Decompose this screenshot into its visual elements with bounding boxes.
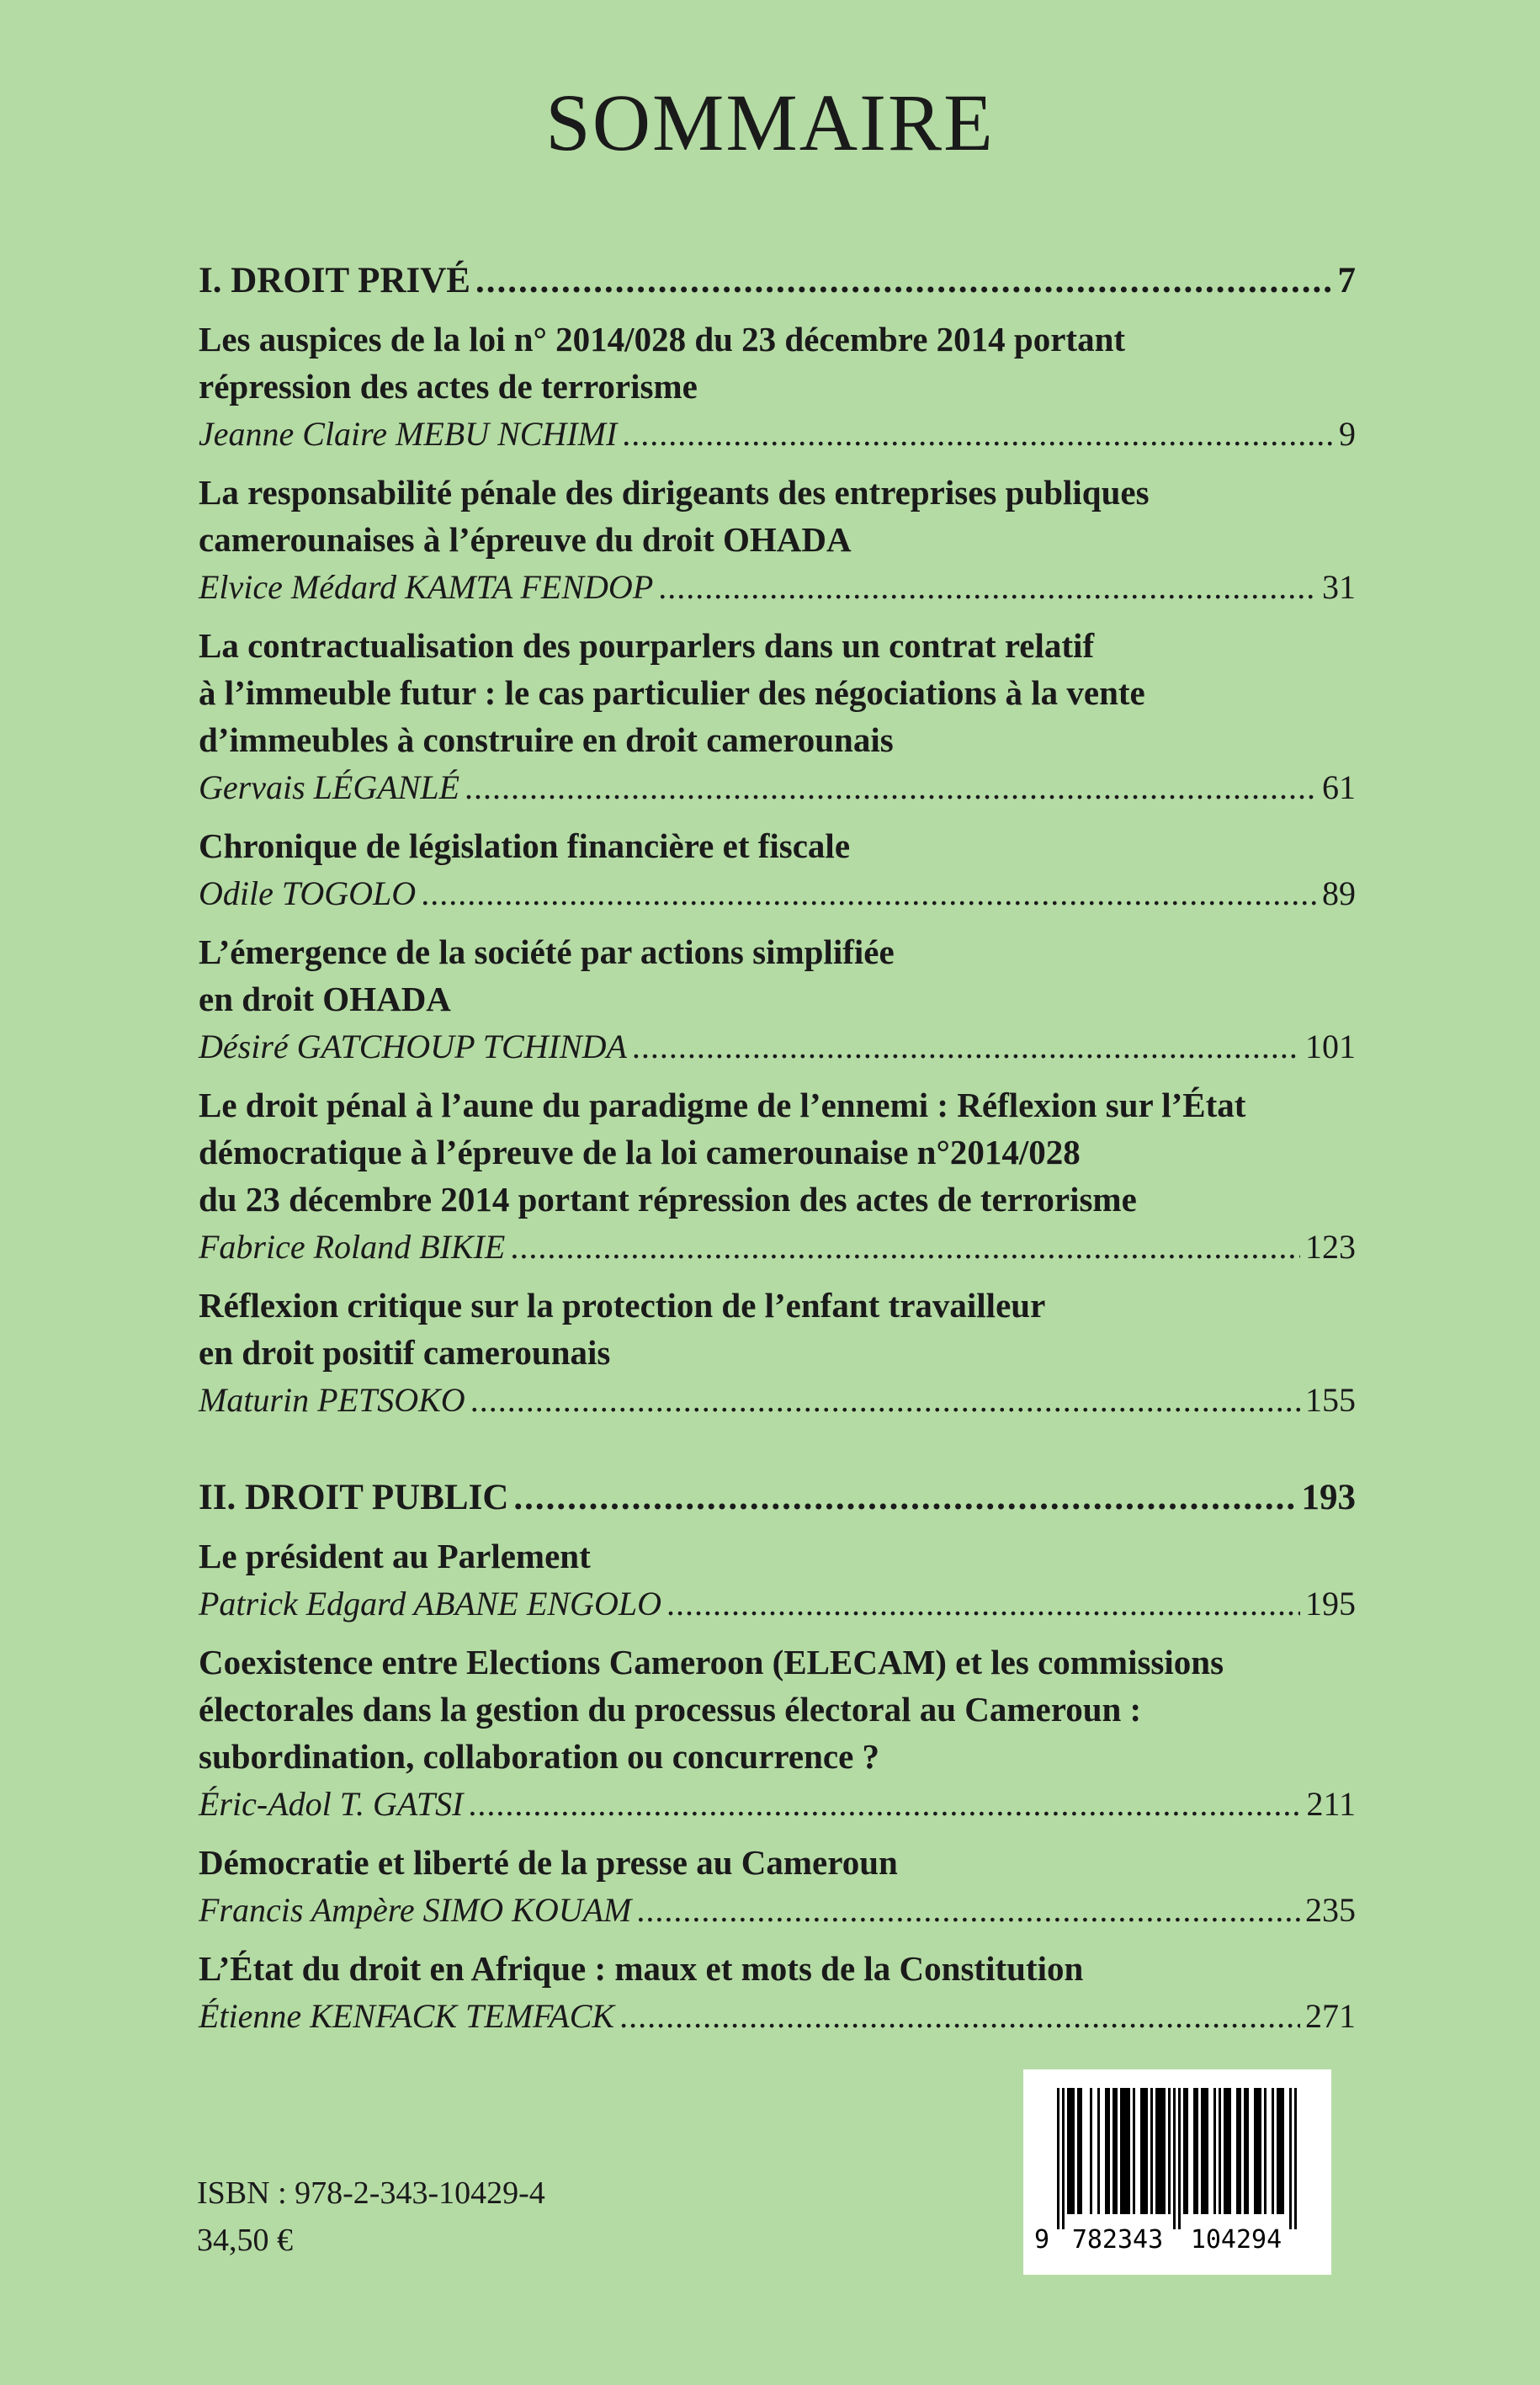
toc-entry: [199, 1639, 1356, 1829]
dot-leader: [622, 410, 1334, 459]
dot-leader: [475, 257, 1333, 305]
section-page-number: 7: [1337, 261, 1356, 300]
barcode-bar: [1229, 2088, 1231, 2214]
dot-leader: [658, 563, 1317, 612]
article-author: Patrick Edgard ABANE ENGOLO: [199, 1585, 661, 1623]
article-author-line: [199, 1023, 1356, 1071]
barcode-bar: [1289, 2088, 1292, 2229]
barcode-bar: [1178, 2088, 1181, 2229]
dot-leader: [510, 1223, 1300, 1272]
article-title: [199, 822, 1356, 869]
barcode-bar: [1107, 2088, 1110, 2214]
article-page-number: 195: [1305, 1585, 1356, 1623]
article-title-line: Réflexion critique sur la protection de l’enfant travailleur: [199, 1286, 1046, 1325]
barcode-bar: [1206, 2088, 1208, 2214]
barcode-bar: [1239, 2088, 1241, 2214]
article-title: [199, 1081, 1356, 1223]
barcode-bar: [1080, 2088, 1082, 2214]
toc-entry: [199, 622, 1356, 812]
barcode-bar: [1125, 2088, 1128, 2214]
barcode: [1023, 2069, 1331, 2275]
article-title: [199, 622, 1356, 763]
barcode-bar: [1173, 2088, 1176, 2229]
barcode-bar: [1140, 2088, 1143, 2214]
table-of-contents: [199, 257, 1356, 2041]
article-page-number: 155: [1305, 1381, 1356, 1419]
article-page-number: 271: [1305, 1997, 1356, 2035]
dot-leader: [465, 763, 1317, 812]
dot-leader: [636, 1886, 1300, 1935]
article-title-line: La contractualisation des pourparlers dans un contrat relatif: [199, 626, 1095, 665]
article-author: Fabrice Roland BIKIE: [199, 1228, 506, 1266]
article-author-line: [199, 410, 1356, 459]
barcode-bar: [1097, 2088, 1100, 2214]
article-page-number: 9: [1339, 415, 1356, 453]
article-title-line: Démocratie et liberté de la presse au Cameroun: [199, 1843, 898, 1882]
article-page-number: 61: [1322, 768, 1356, 806]
toc-entry: [199, 1081, 1356, 1272]
toc-entry: [199, 928, 1356, 1071]
article-title-line: Coexistence entre Elections Cameroon (ELECAM) et les commissions: [199, 1643, 1224, 1681]
barcode-bar: [1133, 2088, 1135, 2214]
barcode-bar: [1183, 2088, 1186, 2214]
dot-leader: [632, 1023, 1300, 1071]
page-title: SOMMAIRE: [545, 77, 995, 167]
article-author: Elvice Médard KAMTA FENDOP: [199, 568, 654, 606]
barcode-bar: [1150, 2088, 1153, 2214]
article-author-line: [199, 1223, 1356, 1272]
barcode-bar: [1236, 2088, 1239, 2214]
barcode-bar: [1143, 2088, 1145, 2214]
barcode-bar: [1259, 2088, 1261, 2214]
barcode-bar: [1213, 2088, 1216, 2214]
barcode-bar: [1145, 2088, 1148, 2214]
article-author: Étienne KENFACK TEMFACK: [199, 1997, 615, 2035]
article-page-number: 235: [1305, 1891, 1356, 1929]
isbn-text: ISBN : 978-2-343-10429-4: [197, 2175, 545, 2211]
article-author-line: [199, 563, 1356, 612]
barcode-bar: [1193, 2088, 1196, 2214]
barcode-bar: [1256, 2088, 1259, 2214]
article-title-line: Chronique de législation financière et fiscale: [199, 826, 851, 865]
article-title-line: La responsabilité pénale des dirigeants des entreprises publiques: [199, 473, 1150, 512]
article-author-line: [199, 1780, 1356, 1829]
article-title-line: démocratique à l’épreuve de la loi camerounaise n°2014/028: [199, 1133, 1081, 1171]
article-title-line: en droit OHADA: [199, 980, 451, 1018]
article-page-number: 123: [1305, 1228, 1356, 1266]
section-gap: [199, 1425, 1356, 1474]
toc-entry: [199, 1532, 1356, 1628]
barcode-bar: [1282, 2088, 1284, 2214]
article-title: [199, 316, 1356, 410]
article-page-number: 101: [1305, 1028, 1356, 1065]
section-heading: [199, 257, 1356, 305]
dot-leader: [470, 1376, 1300, 1425]
article-title-line: en droit positif camerounais: [199, 1333, 611, 1372]
section-page-number: 193: [1301, 1478, 1356, 1517]
article-title-line: répression des actes de terrorisme: [199, 367, 698, 406]
article-author-line: [199, 763, 1356, 812]
section-heading: [199, 1474, 1356, 1522]
barcode-bar: [1120, 2088, 1123, 2214]
barcode-bar: [1224, 2088, 1226, 2214]
barcode-bar: [1090, 2088, 1092, 2214]
toc-entry: [199, 1839, 1356, 1935]
article-title-line: électorales dans la gestion du processus électoral au Cameroun :: [199, 1690, 1142, 1729]
article-title-line: d’immeubles à construire en droit camerounais: [199, 720, 894, 759]
barcode-bar: [1163, 2088, 1166, 2214]
article-author: Gervais LÉGANLÉ: [199, 768, 459, 806]
barcode-bar: [1168, 2088, 1171, 2214]
article-title-line: camerounaises à l’épreuve du droit OHADA: [199, 520, 852, 559]
toc-entry: [199, 1945, 1356, 2041]
dot-leader: [468, 1780, 1301, 1829]
barcode-bar: [1226, 2088, 1229, 2214]
article-title: [199, 469, 1356, 563]
barcode-digits: 104294: [1190, 2225, 1282, 2255]
barcode-bar: [1244, 2088, 1246, 2214]
barcode-digits: 782343: [1071, 2225, 1164, 2255]
dot-leader: [513, 1474, 1296, 1522]
barcode-digits: 9: [1033, 2225, 1050, 2255]
article-title: [199, 928, 1356, 1023]
barcode-bar: [1062, 2088, 1065, 2229]
article-author-line: [199, 1580, 1356, 1628]
article-title-line: à l’immeuble futur : le cas particulier des négociations à la vente: [199, 673, 1145, 712]
barcode-bar: [1158, 2088, 1160, 2214]
dot-leader: [619, 1992, 1300, 2041]
article-title: [199, 1532, 1356, 1580]
article-title: [199, 1945, 1356, 1992]
barcode-bar: [1077, 2088, 1080, 2214]
article-title: [199, 1639, 1356, 1780]
article-author: Maturin PETSOKO: [199, 1381, 465, 1419]
article-title-line: subordination, collaboration ou concurrence ?: [199, 1737, 880, 1776]
barcode-bar: [1196, 2088, 1198, 2214]
article-author: Désiré GATCHOUP TCHINDA: [199, 1028, 627, 1065]
price-text: 34,50 €: [197, 2223, 293, 2258]
barcode-bar: [1201, 2088, 1203, 2214]
dot-leader: [421, 869, 1317, 918]
barcode-bar: [1246, 2088, 1249, 2214]
article-title-line: Le président au Parlement: [199, 1537, 591, 1575]
article-author: Odile TOGOLO: [199, 874, 417, 912]
article-title-line: Le droit pénal à l’aune du paradigme de l’ennemi : Réflexion sur l’État: [199, 1086, 1246, 1124]
article-title-line: Les auspices de la loi n° 2014/028 du 23 décembre 2014 portant: [199, 320, 1126, 359]
barcode-bar: [1155, 2088, 1158, 2214]
article-author: Francis Ampère SIMO KOUAM: [199, 1891, 632, 1929]
barcode-bar: [1070, 2088, 1072, 2214]
barcode-bar: [1113, 2088, 1115, 2214]
barcode-bar: [1294, 2088, 1297, 2229]
section-label: I. DROIT PRIVÉ: [199, 261, 470, 300]
barcode-graphic: [1023, 2069, 1331, 2275]
barcode-bar: [1203, 2088, 1206, 2214]
article-author: Éric-Adol T. GATSI: [199, 1785, 464, 1823]
section-label: II. DROIT PUBLIC: [199, 1478, 509, 1517]
toc-entry: [199, 469, 1356, 612]
article-title-line: du 23 décembre 2014 portant répression des actes de terrorisme: [199, 1180, 1137, 1219]
barcode-bar: [1123, 2088, 1125, 2214]
article-author-line: [199, 869, 1356, 918]
article-page-number: 31: [1322, 568, 1356, 606]
article-author-line: [199, 1376, 1356, 1425]
barcode-bar: [1160, 2088, 1163, 2214]
article-author: Jeanne Claire MEBU NCHIMI: [199, 415, 618, 453]
barcode-bar: [1264, 2088, 1267, 2214]
article-page-number: 211: [1306, 1785, 1356, 1823]
article-author-line: [199, 1992, 1356, 2041]
barcode-bar: [1067, 2088, 1070, 2214]
barcode-bar: [1186, 2088, 1188, 2214]
barcode-bar: [1272, 2088, 1274, 2214]
dot-leader: [666, 1580, 1300, 1628]
barcode-bar: [1128, 2088, 1130, 2214]
toc-entry: [199, 316, 1356, 459]
article-author-line: [199, 1886, 1356, 1935]
barcode-bar: [1279, 2088, 1282, 2214]
article-title-line: L’État du droit en Afrique : maux et mots de la Constitution: [199, 1949, 1084, 1988]
publication-info: [197, 2170, 545, 2264]
barcode-bar: [1057, 2088, 1059, 2229]
barcode-bar: [1072, 2088, 1075, 2214]
article-title: [199, 1282, 1356, 1376]
article-title: [199, 1839, 1356, 1886]
barcode-bar: [1277, 2088, 1279, 2214]
barcode-bar: [1254, 2088, 1256, 2214]
toc-entry: [199, 1282, 1356, 1425]
article-title-line: L’émergence de la société par actions simplifiée: [199, 932, 895, 971]
barcode-bar: [1115, 2088, 1118, 2214]
barcode-bar: [1105, 2088, 1107, 2214]
barcode-bar: [1219, 2088, 1221, 2214]
toc-entry: [199, 822, 1356, 918]
article-page-number: 89: [1322, 874, 1356, 912]
